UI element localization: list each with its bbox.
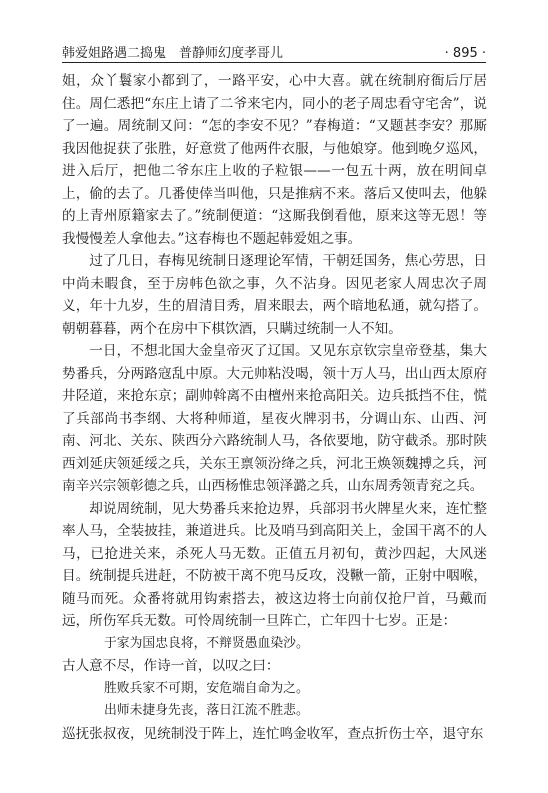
- paragraph-4: 却说周统制，见大势番兵来抢边界，兵部羽书火牌星火来，连忙整率人马，全装披挂，兼道进兵。比及哨马到高阳关上，金国干离不的人马，已抢进关来，杀死人马无数。正值五月初旬，黄沙四起，大风迷目。统制提兵进赶，不防被干离不兜马反攻，没鞦一箭，正射中咽喉，随马而死。众番将就用钩索搭去，被这边将士向前仅抢尸首，马戴而远，所伤军兵无数。可怜周统制一旦阵亡，亡年四十七岁。正是：: [62, 500, 487, 629]
- body-text: [62, 70, 487, 745]
- paragraph-3: 一日，不想北国大金皇帝灭了辽国。又见东京钦宗皇帝登基，集大势番兵，分两路寇乱中原。大元帅粘没喝，领十万人马，出山西太原府井陉道，来抢东京；副帅斡离不由檀州来抢高阳关。边兵抵挡不住，慌了兵部尚书李纲、大将种师道，星夜火牌羽书，分调山东、山西、河南、河北、关东、陕西分六路统制人马，各依要地，防守截杀。那时陕西刘延庆领延绥之兵，关东王禀领汾绛之兵，河北王焕领魏搏之兵，河南辛兴宗领彰德之兵，山西杨惟忠领泽潞之兵，山东周秀领青兖之兵。: [62, 343, 487, 494]
- paragraph-2: 过了几日，春梅见统制日逐理论军情，干朝廷国务，焦心劳思，日中尚未暇食，至于房帏色欲之事，久不沾身。因见老家人周忠次子周义，年十九岁，生的眉清目秀，眉来眼去，两个暗地私通，就勾搭了。朝朝暮暮，两个在房中下棋饮酒，只瞒过统制一人不知。: [62, 253, 487, 337]
- paragraph-1: 姐，众丫鬟家小都到了，一路平安，心中大喜。就在统制府衙后厅居住。周仁悉把“东庄上请了二爷来宅内，同小的老子周忠看守宅舍”，说了一遍。周统制又问：“怎的李安不见？”春梅道：“又题甚李安？那厮我因他捉获了张胜，好意赏了他两件衣服，与他娘穿。他到晚夕巡风，进入后厅，把他二爷东庄上收的子粒银——一包五十两，放在明间卓上，偷的去了。几番使倖当叫他，只是推病不来。落后又使叫去，他躲的上青州原籍家去了。”统制便道：“这厮我倒看他，原来这等无恩！等我慢慢差人拿他去。”这春梅也不题起韩爱姐之事。: [62, 73, 487, 247]
- verse-line-1: 于家为国忠良将，不辩贤愚血染沙。: [104, 635, 309, 651]
- interlude-line: 古人意不尽，作诗一首，以叹之曰：: [62, 658, 280, 674]
- closing-line: 巡抚张叔夜，见统制没于阵上，连忙鸣金收军，查点折伤士卒，退守东: [62, 725, 484, 742]
- running-title: 韩爱姐路遇二捣鬼 普静师幻度孝哥儿: [62, 46, 284, 61]
- header-rule: [62, 62, 486, 63]
- verse-line-3: 出师未捷身先丧，落日江流不胜悲。: [104, 703, 309, 718]
- verse-line-2: 胜败兵家不可期，安危端自命为之。: [104, 680, 309, 696]
- page-number: · 895 ·: [444, 46, 486, 61]
- page-header: [62, 42, 486, 61]
